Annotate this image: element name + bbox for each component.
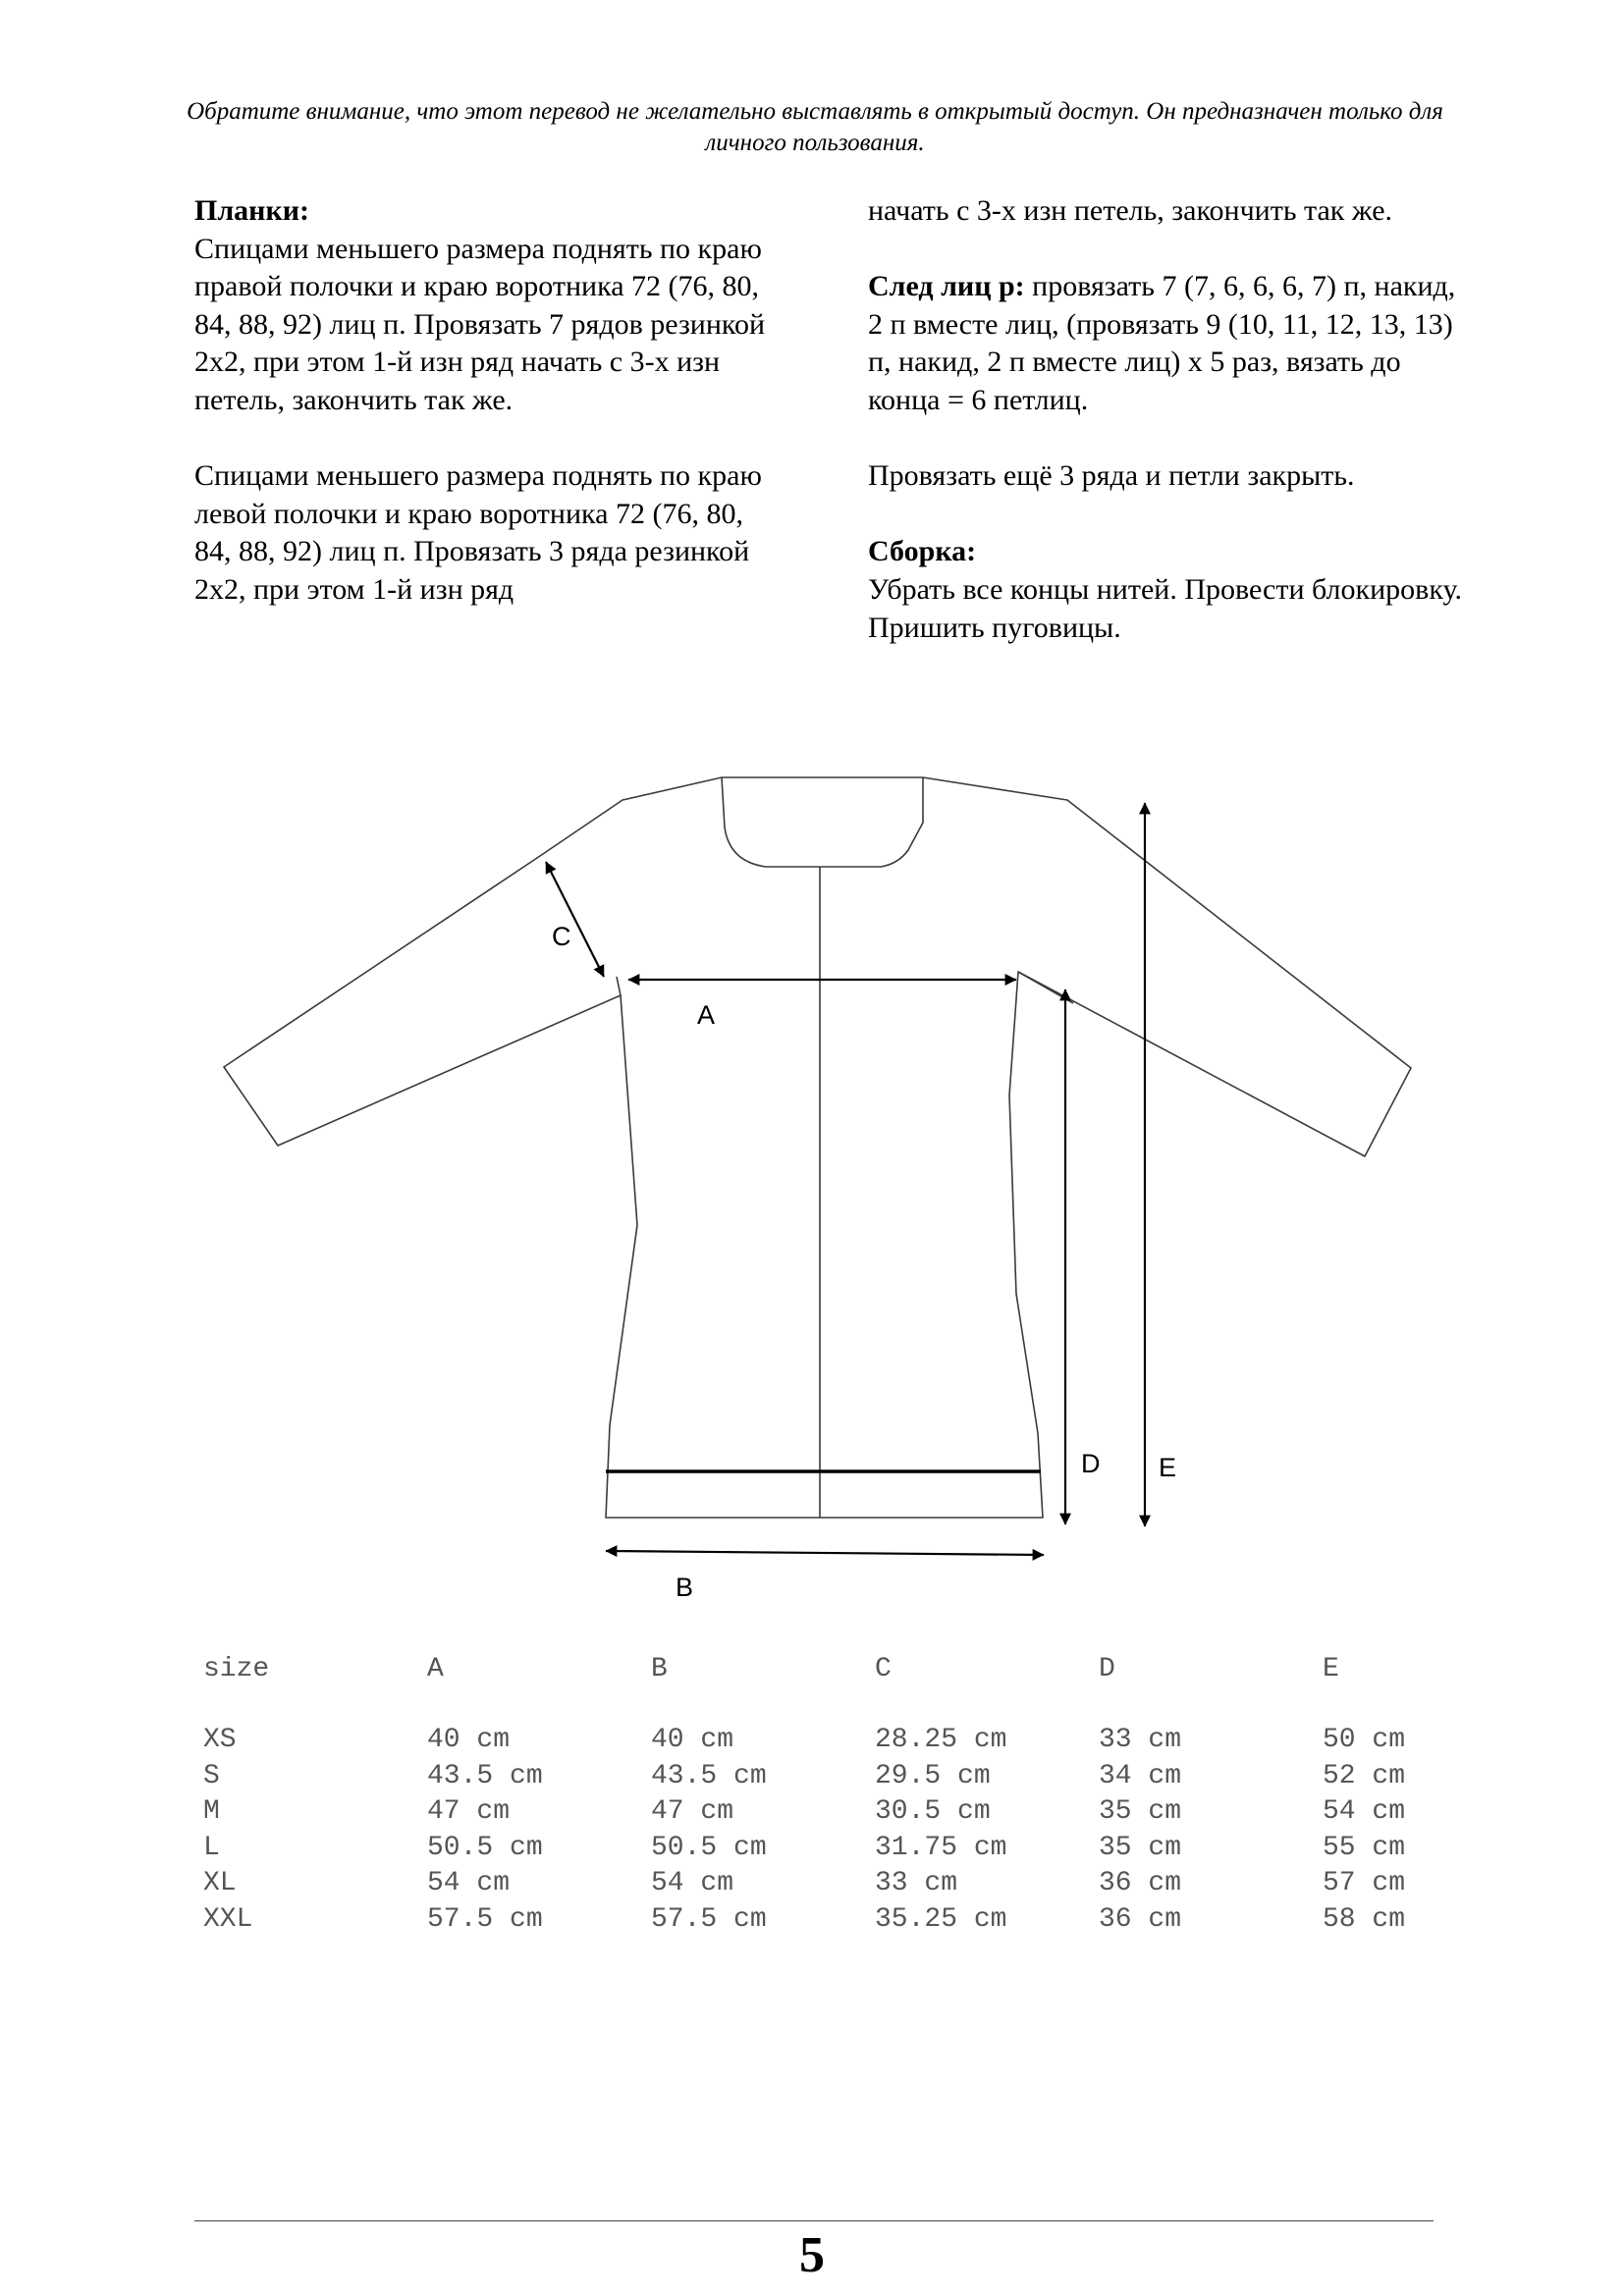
label-e: E [1159,1453,1177,1482]
table-cell: 29.5 cm [875,1760,991,1791]
table-cell: 52 cm [1323,1760,1406,1791]
table-row [203,1758,1405,1794]
size-table [203,1651,1405,1938]
header-cell: D [1099,1653,1115,1684]
table-cell: 54 cm [651,1868,734,1899]
assembly-paragraph: Убрать все концы нитей. Провести блокировку. Пришить пуговицы. [868,572,1462,644]
table-cell: XL [203,1868,237,1899]
table-cell: M [203,1796,220,1828]
table-row [203,1866,1405,1902]
table-cell: 43.5 cm [651,1760,767,1791]
table-row [203,1830,1405,1866]
label-a: A [697,1000,716,1030]
header-cell: C [875,1653,892,1684]
continuation-paragraph: начать с 3-х изн петель, закончить так же. [868,194,1393,227]
table-cell: 28.25 cm [875,1725,1007,1756]
garment-outline [224,777,1411,1518]
table-cell: 34 cm [1099,1760,1182,1791]
footer-divider [194,2220,1434,2221]
table-cell: 33 cm [875,1868,958,1899]
measure-b-arrow [606,1551,1044,1555]
label-b: B [676,1573,694,1602]
table-cell: S [203,1760,220,1791]
table-cell: 33 cm [1099,1725,1182,1756]
table-cell: 50.5 cm [651,1832,767,1863]
size-table-header [203,1651,1405,1687]
label-c: C [552,922,571,951]
table-cell: 54 cm [427,1868,511,1899]
table-cell: 40 cm [427,1725,511,1756]
header-cell: E [1323,1653,1339,1684]
label-d: D [1081,1449,1101,1478]
header-cell: A [427,1653,444,1684]
table-cell: 47 cm [427,1796,511,1828]
table-cell: 36 cm [1099,1903,1182,1935]
table-cell: 35 cm [1099,1832,1182,1863]
copyright-notice: Обратите внимание, что этот перевод не желательно выставлять в открытый доступ. Он предназначен только для личного пользования. [187,98,1443,156]
next-row-text: провязать 7 (7, 6, 6, 6, 7) п, накид, 2 п вместе лиц, (провязать 9 (10, 11, 12, 13, 13) п, накид, 2 п вместе лиц) х 5 раз, вязать до конца = 6 петлиц. [868,270,1456,416]
table-cell: 43.5 cm [427,1760,543,1791]
header-cell: size [203,1653,270,1684]
table-row [203,1723,1405,1759]
table-cell: 50.5 cm [427,1832,543,1863]
planks-left-front-paragraph: Спицами меньшего размера поднять по краю левой полочки и краю воротника 72 (76, 80, 84, 88, 92) лиц п. Провязать 3 ряда резинкой 2х2, при этом 1-й изн ряд [194,459,762,606]
table-row [203,1901,1405,1938]
table-cell: 57.5 cm [427,1903,543,1935]
table-cell: 57 cm [1323,1868,1406,1899]
table-cell: 50 cm [1323,1725,1406,1756]
next-row-label: След лиц р: [868,270,1025,303]
measure-c-arrow [546,862,604,977]
table-cell: 35.25 cm [875,1903,1007,1935]
table-row [203,1794,1405,1831]
table-cell: 57.5 cm [651,1903,767,1935]
header-cell: B [651,1653,668,1684]
bind-off-paragraph: Провязать ещё 3 ряда и петли закрыть. [868,459,1355,493]
table-cell: XXL [203,1903,253,1935]
table-cell: 36 cm [1099,1868,1182,1899]
page-number: 5 [799,2227,825,2283]
table-cell: L [203,1832,220,1863]
table-cell: XS [203,1725,237,1756]
table-cell: 31.75 cm [875,1832,1007,1863]
planks-heading: Планки: [194,194,310,227]
table-cell: 30.5 cm [875,1796,991,1828]
table-cell: 47 cm [651,1796,734,1828]
table-cell: 58 cm [1323,1903,1406,1935]
left-underarm-line [617,977,621,995]
planks-right-front-paragraph: Спицами меньшего размера поднять по краю правой полочки и краю воротника 72 (76, 80, 84, 88, 92) лиц п. Провязать 7 рядов резинкой 2х2, при этом 1-й изн ряд начать с 3-х изн петель, закончить так же. [194,232,766,416]
table-cell: 35 cm [1099,1796,1182,1828]
table-cell: 55 cm [1323,1832,1406,1863]
assembly-heading: Сборка: [868,535,977,568]
table-cell: 54 cm [1323,1796,1406,1828]
collar-opening [722,777,923,867]
table-cell: 40 cm [651,1725,734,1756]
